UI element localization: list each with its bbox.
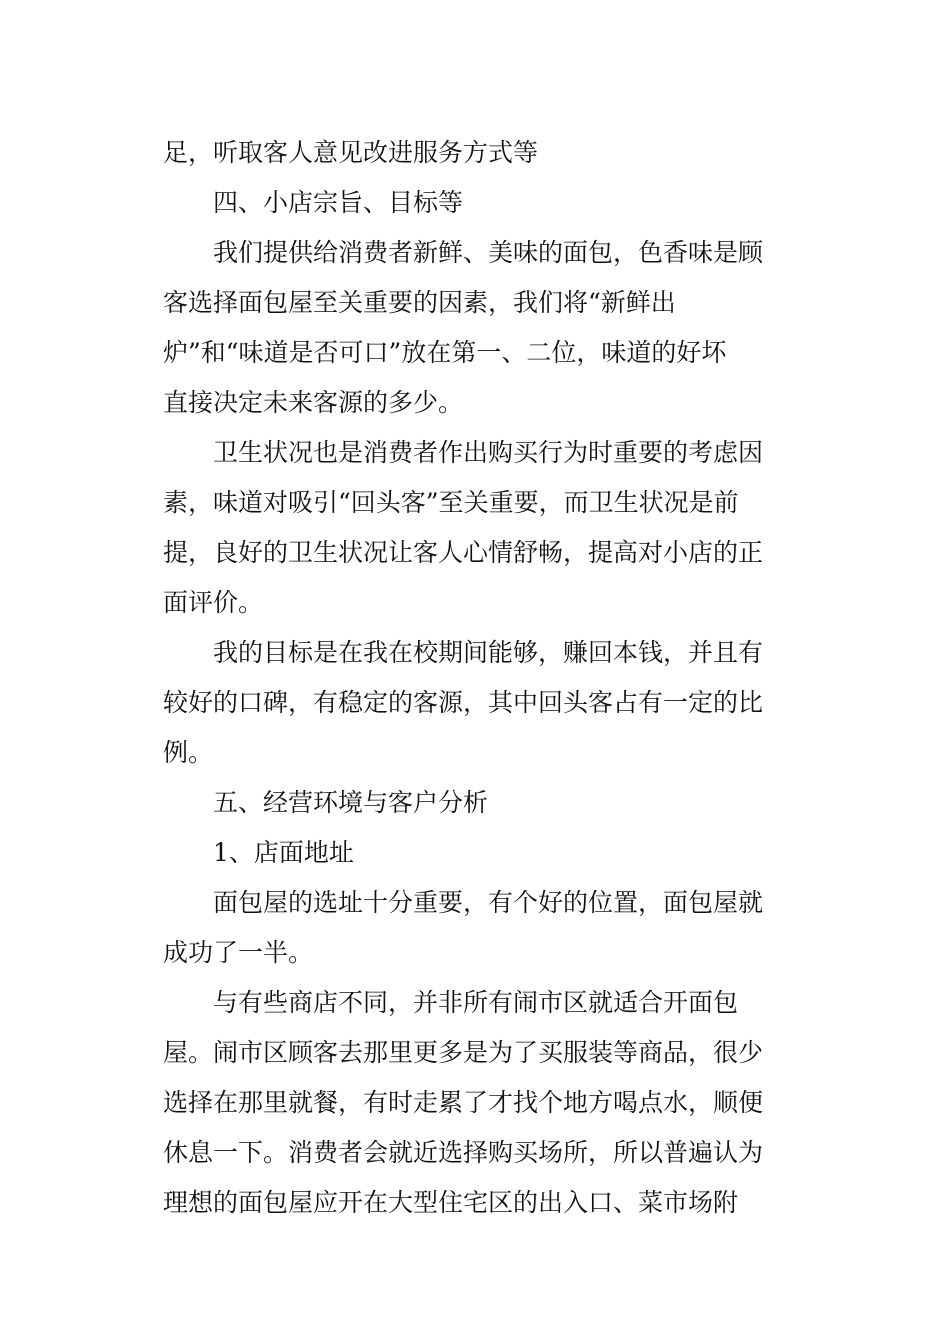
text-line: 五、经营环境与客户分析 — [213, 788, 489, 817]
text-line: 面包屋的选址十分重要，有个好的位置，面包屋就 — [213, 888, 764, 917]
text-line: 面评价。 — [163, 588, 264, 617]
text-line: 屋。闹市区顾客去那里更多是为了买服装等商品，很少 — [163, 1038, 764, 1067]
text-line: 直接决定未来客源的多少。 — [163, 388, 464, 417]
text-line: 炉”和“味道是否可口”放在第一、二位，味道的好坏 — [163, 338, 727, 367]
text-line: 成功了一半。 — [163, 938, 314, 967]
text-line: 休息一下。消费者会就近选择购买场所，所以普遍认为 — [163, 1138, 764, 1167]
text-line: 足，听取客人意见改进服务方式等 — [163, 138, 539, 167]
text-line: 我的目标是在我在校期间能够，赚回本钱，并且有 — [213, 638, 764, 667]
text-line: 卫生状况也是消费者作出购买行为时重要的考虑因 — [213, 438, 764, 467]
text-line: 例。 — [163, 738, 214, 767]
text-line: 客选择面包屋至关重要的因素，我们将“新鲜出 — [163, 288, 676, 317]
text-line: 素，味道对吸引“回头客”至关重要，而卫生状况是前 — [163, 488, 739, 517]
text-line: 理想的面包屋应开在大型住宅区的出入口、菜市场附 — [163, 1188, 739, 1217]
text-line: 选择在那里就餐，有时走累了才找个地方喝点水，顺便 — [163, 1088, 764, 1117]
text-line: 1、店面地址 — [213, 838, 354, 867]
document-body — [163, 128, 783, 1228]
text-line: 与有些商店不同，并非所有闹市区就适合开面包 — [213, 988, 739, 1017]
text-line: 较好的口碑，有稳定的客源，其中回头客占有一定的比 — [163, 688, 764, 717]
text-line: 我们提供给消费者新鲜、美味的面包，色香味是顾 — [213, 238, 764, 267]
text-line: 提，良好的卫生状况让客人心情舒畅，提高对小店的正 — [163, 538, 764, 567]
text-line: 四、小店宗旨、目标等 — [213, 188, 464, 217]
